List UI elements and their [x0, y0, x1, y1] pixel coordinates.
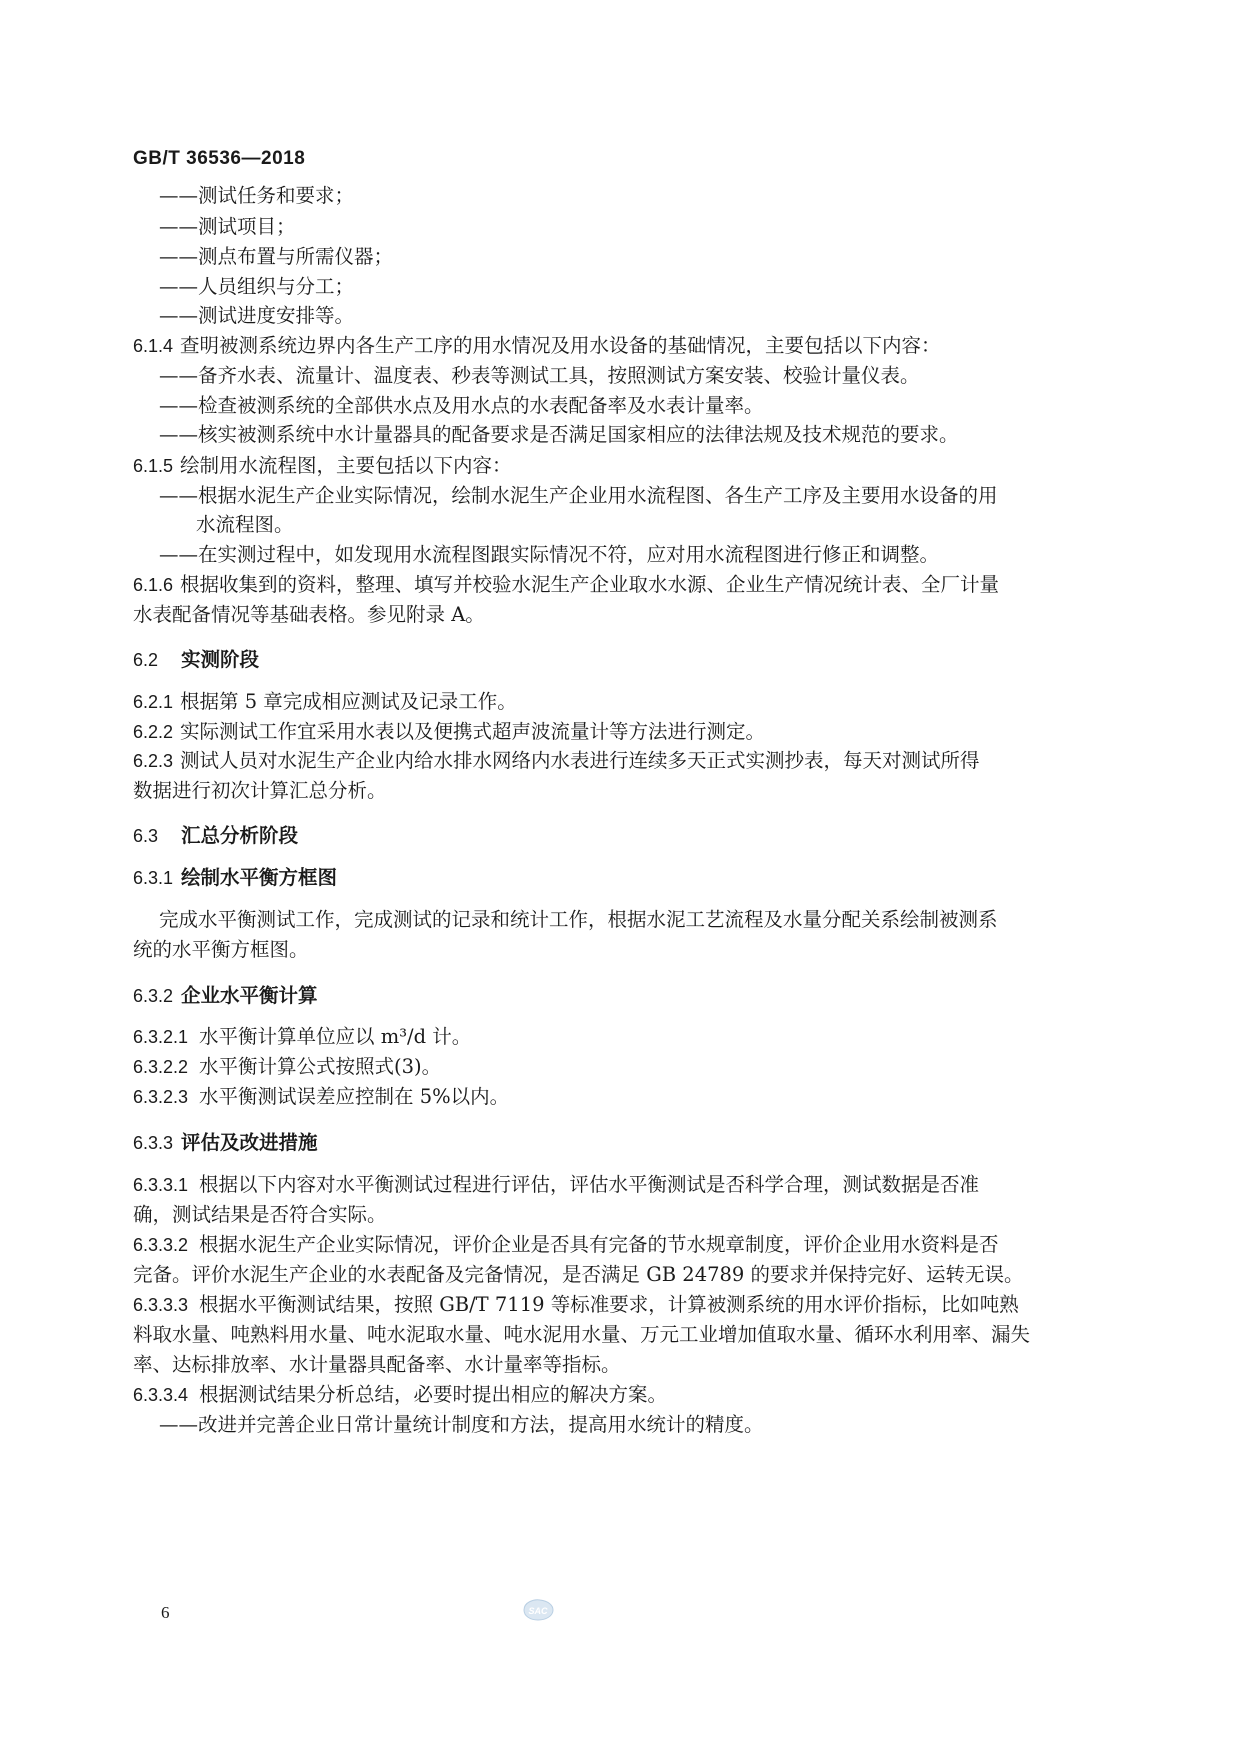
clause-continuation: 水表配备情况等基础表格。参见附录 A。 — [133, 603, 485, 626]
clause-number: 6.3.2.1 — [133, 1027, 189, 1047]
clause-number: 6.3.2.3 — [133, 1087, 189, 1107]
list-item: ——检查被测系统的全部供水点及用水点的水表配备率及水表计量率。 — [159, 394, 764, 417]
clause-number: 6.2.3 — [133, 751, 174, 771]
list-item: ——测试进度安排等。 — [159, 304, 355, 327]
list-item: ——测点布置与所需仪器； — [159, 245, 394, 268]
subsection-title: 企业水平衡计算 — [181, 984, 318, 1007]
list-item: ——备齐水表、流量计、温度表、秒表等测试工具，按照测试方案安装、校验计量仪表。 — [159, 364, 920, 387]
sac-logo-icon — [520, 1597, 556, 1623]
clause-number: 6.3.3.4 — [133, 1385, 189, 1405]
clause-6-1-5 — [133, 451, 512, 481]
page-number: 6 — [161, 1603, 170, 1622]
list-item: ——测试任务和要求； — [159, 184, 355, 207]
clause-text: 实际测试工作宜采用水表以及便携式超声波流量计等方法进行测定。 — [180, 720, 766, 743]
clause-continuation: 数据进行初次计算汇总分析。 — [133, 779, 387, 802]
section-title: 实测阶段 — [181, 648, 260, 671]
subsection-number: 6.3.2 — [133, 986, 174, 1006]
clause-number: 6.3.3.3 — [133, 1295, 189, 1315]
clause-6-1-4 — [133, 331, 941, 361]
clause-continuation: 完备。评价水泥生产企业的水表配备及完备情况，是否满足 GB 24789 的要求并保持完好、运转无误。 — [133, 1263, 1024, 1286]
clause-6-2-1 — [133, 687, 517, 717]
clause-text: 根据以下内容对水平衡测试过程进行评估，评估水平衡测试是否科学合理，测试数据是否准 — [199, 1173, 980, 1196]
clause-number: 6.1.6 — [133, 575, 174, 595]
clause-6-2-2 — [133, 717, 765, 747]
clause-number: 6.3.3.2 — [133, 1235, 189, 1255]
list-item: ——在实测过程中，如发现用水流程图跟实际情况不符，应对用水流程图进行修正和调整。 — [159, 543, 940, 566]
section-number: 6.3 — [133, 826, 159, 846]
clause-continuation: 确，测试结果是否符合实际。 — [133, 1203, 387, 1226]
clause-text: 查明被测系统边界内各生产工序的用水情况及用水设备的基础情况，主要包括以下内容： — [180, 334, 941, 357]
list-item-continuation: 水流程图。 — [196, 513, 294, 536]
section-heading-6-2 — [133, 645, 259, 675]
clause-number: 6.3.3.1 — [133, 1175, 189, 1195]
svg-text:SAC: SAC — [528, 1606, 548, 1616]
clause-text: 根据收集到的资料，整理、填写并校验水泥生产企业取水水源、企业生产情况统计表、全厂计量 — [180, 573, 1000, 596]
clause-text: 水平衡计算公式按照式(3)。 — [199, 1055, 442, 1078]
standard-code-header: GB/T 36536—2018 — [133, 148, 306, 169]
clause-text: 根据测试结果分析总结，必要时提出相应的解决方案。 — [199, 1383, 668, 1406]
clause-6-3-3-2 — [133, 1230, 999, 1260]
subsection-number: 6.3.3 — [133, 1133, 174, 1153]
section-number: 6.2 — [133, 650, 159, 670]
subsection-heading-6-3-1 — [133, 863, 337, 893]
clause-number: 6.1.4 — [133, 336, 174, 356]
clause-continuation: 料取水量、吨熟料用水量、吨水泥取水量、吨水泥用水量、万元工业增加值取水量、循环水利用率、漏失 — [133, 1323, 1031, 1346]
clause-6-1-6 — [133, 570, 999, 600]
subsection-heading-6-3-3 — [133, 1128, 318, 1158]
clause-6-3-3-3 — [133, 1290, 1019, 1320]
clause-6-3-3-4 — [133, 1380, 667, 1410]
clause-6-2-3 — [133, 746, 980, 776]
clause-continuation: 率、达标排放率、水计量器具配备率、水计量率等指标。 — [133, 1353, 621, 1376]
clause-text: 水平衡测试误差应控制在 5%以内。 — [199, 1085, 510, 1108]
clause-6-3-2-1 — [133, 1022, 471, 1052]
section-heading-6-3 — [133, 821, 298, 851]
clause-text: 根据第 5 章完成相应测试及记录工作。 — [180, 690, 517, 713]
paragraph: 完成水平衡测试工作，完成测试的记录和统计工作，根据水泥工艺流程及水量分配关系绘制被测系 — [159, 908, 998, 931]
paragraph-continuation: 统的水平衡方框图。 — [133, 938, 309, 961]
clause-6-3-2-3 — [133, 1082, 509, 1112]
list-item: ——根据水泥生产企业实际情况，绘制水泥生产企业用水流程图、各生产工序及主要用水设备的用 — [159, 484, 998, 507]
section-title: 汇总分析阶段 — [181, 824, 299, 847]
clause-text: 测试人员对水泥生产企业内给水排水网络内水表进行连续多天正式实测抄表，每天对测试所得 — [180, 749, 980, 772]
clause-6-3-3-1 — [133, 1170, 979, 1200]
clause-number: 6.2.2 — [133, 722, 174, 742]
subsection-number: 6.3.1 — [133, 868, 174, 888]
list-item: ——改进并完善企业日常计量统计制度和方法，提高用水统计的精度。 — [159, 1413, 764, 1436]
subsection-title: 评估及改进措施 — [181, 1131, 318, 1154]
subsection-title: 绘制水平衡方框图 — [181, 866, 338, 889]
clause-number: 6.2.1 — [133, 692, 174, 712]
clause-text: 水平衡计算单位应以 m³/d 计。 — [199, 1025, 472, 1048]
clause-number: 6.1.5 — [133, 456, 174, 476]
clause-text: 绘制用水流程图，主要包括以下内容： — [180, 454, 512, 477]
clause-6-3-2-2 — [133, 1052, 441, 1082]
clause-text: 根据水泥生产企业实际情况，评价企业是否具有完备的节水规章制度，评价企业用水资料是否 — [199, 1233, 999, 1256]
list-item: ——人员组织与分工； — [159, 275, 355, 298]
clause-text: 根据水平衡测试结果，按照 GB/T 7119 等标准要求，计算被测系统的用水评价指标，比如吨熟 — [199, 1293, 1019, 1316]
list-item: ——测试项目； — [159, 215, 296, 238]
subsection-heading-6-3-2 — [133, 981, 318, 1011]
clause-number: 6.3.2.2 — [133, 1057, 189, 1077]
list-item: ——核实被测系统中水计量器具的配备要求是否满足国家相应的法律法规及技术规范的要求。 — [159, 423, 959, 446]
